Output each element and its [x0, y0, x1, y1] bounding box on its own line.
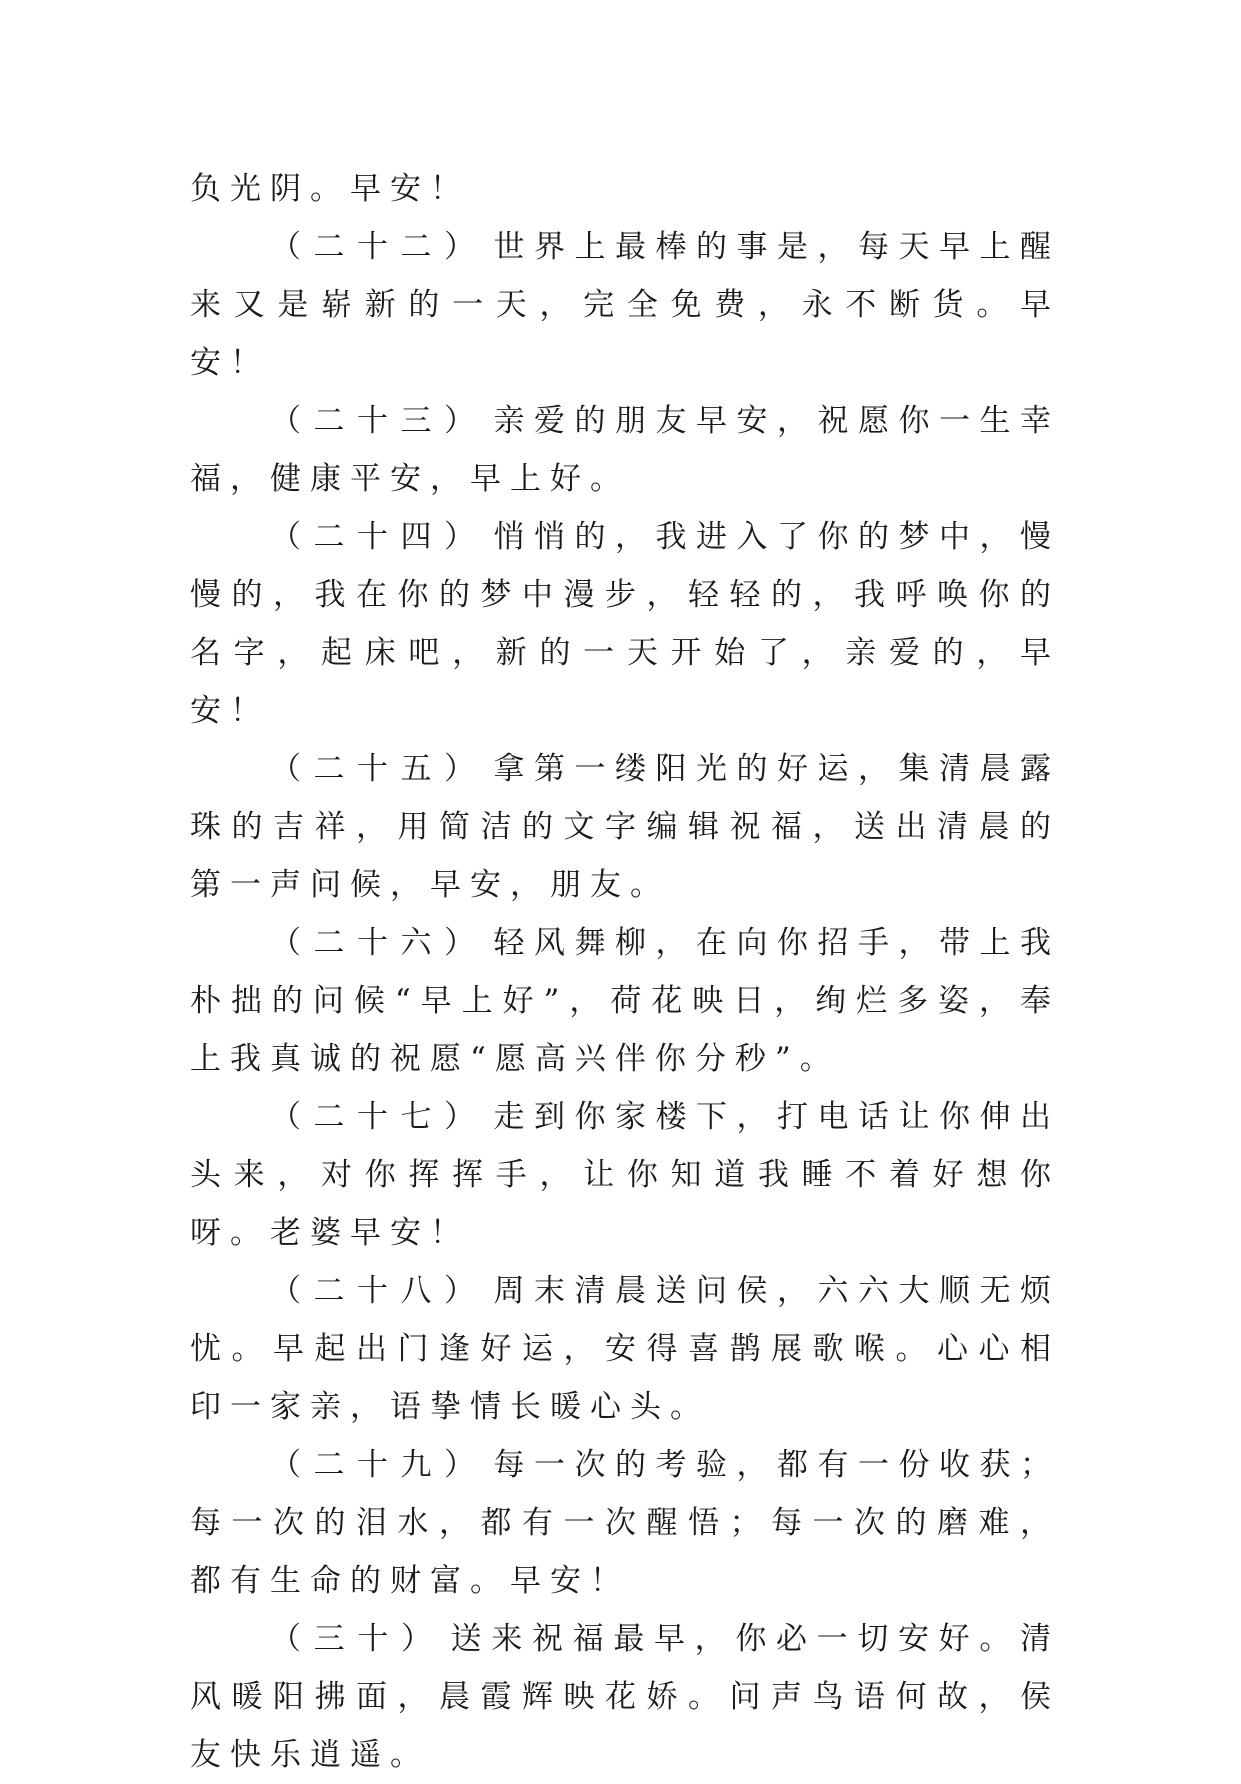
paragraph-28 [190, 1262, 1060, 1436]
paragraph-text: 周末清晨送问侯，六六大顺无烦忧。早起出门逢好运，安得喜鹊展歌喉。心心相印一家亲，语挚情长暖心头。 [190, 1273, 1060, 1425]
paragraph-text: 每一次的考验，都有一份收获；每一次的泪水，都有一次醒悟；每一次的磨难，都有生命的财富。早安！ [190, 1447, 1060, 1599]
paragraph-26 [190, 914, 1060, 1088]
paragraph-number: （二十三） [270, 403, 488, 439]
paragraph-number: （二十六） [270, 925, 488, 961]
paragraph-number: （二十八） [270, 1273, 488, 1309]
paragraph-27 [190, 1088, 1060, 1262]
document-body [190, 160, 1060, 1784]
paragraph-text: 负光阴。早安！ [190, 171, 470, 207]
paragraph-number: （二十九） [270, 1447, 488, 1483]
paragraph-text: 世界上最棒的事是，每天早上醒来又是崭新的一天，完全免费，永不断货。早安！ [190, 229, 1060, 381]
paragraph-24 [190, 508, 1060, 740]
paragraph-text: 轻风舞柳，在向你招手，带上我朴拙的问候“早上好”，荷花映日，绚烂多姿，奉上我真诚的祝愿“愿高兴伴你分秒”。 [190, 925, 1060, 1077]
paragraph-number: （二十二） [270, 229, 488, 265]
paragraph-number: （三十） [270, 1621, 445, 1657]
paragraph-text: 送来祝福最早，你必一切安好。清风暖阳拂面，晨霞辉映花娇。问声鸟语何故，侯友快乐逍遥。 [190, 1621, 1061, 1773]
paragraph-23 [190, 392, 1060, 508]
paragraph-text: 走到你家楼下，打电话让你伸出头来，对你挥挥手，让你知道我睡不着好想你呀。老婆早安！ [190, 1099, 1060, 1251]
paragraph-29 [190, 1436, 1060, 1610]
paragraph-text: 悄悄的，我进入了你的梦中，慢慢的，我在你的梦中漫步，轻轻的，我呼唤你的名字，起床吧，新的一天开始了，亲爱的，早安！ [190, 519, 1060, 729]
paragraph-22 [190, 218, 1060, 392]
paragraph-text: 亲爱的朋友早安，祝愿你一生幸福，健康平安，早上好。 [190, 403, 1060, 497]
paragraph-text: 拿第一缕阳光的好运，集清晨露珠的吉祥，用简洁的文字编辑祝福，送出清晨的第一声问候，早安，朋友。 [190, 751, 1060, 903]
paragraph-number: （二十五） [270, 751, 488, 787]
paragraph-25 [190, 740, 1060, 914]
paragraph-number: （二十四） [270, 519, 488, 555]
paragraph-continuation [190, 160, 1060, 218]
paragraph-30 [190, 1610, 1060, 1784]
paragraph-number: （二十七） [270, 1099, 488, 1135]
